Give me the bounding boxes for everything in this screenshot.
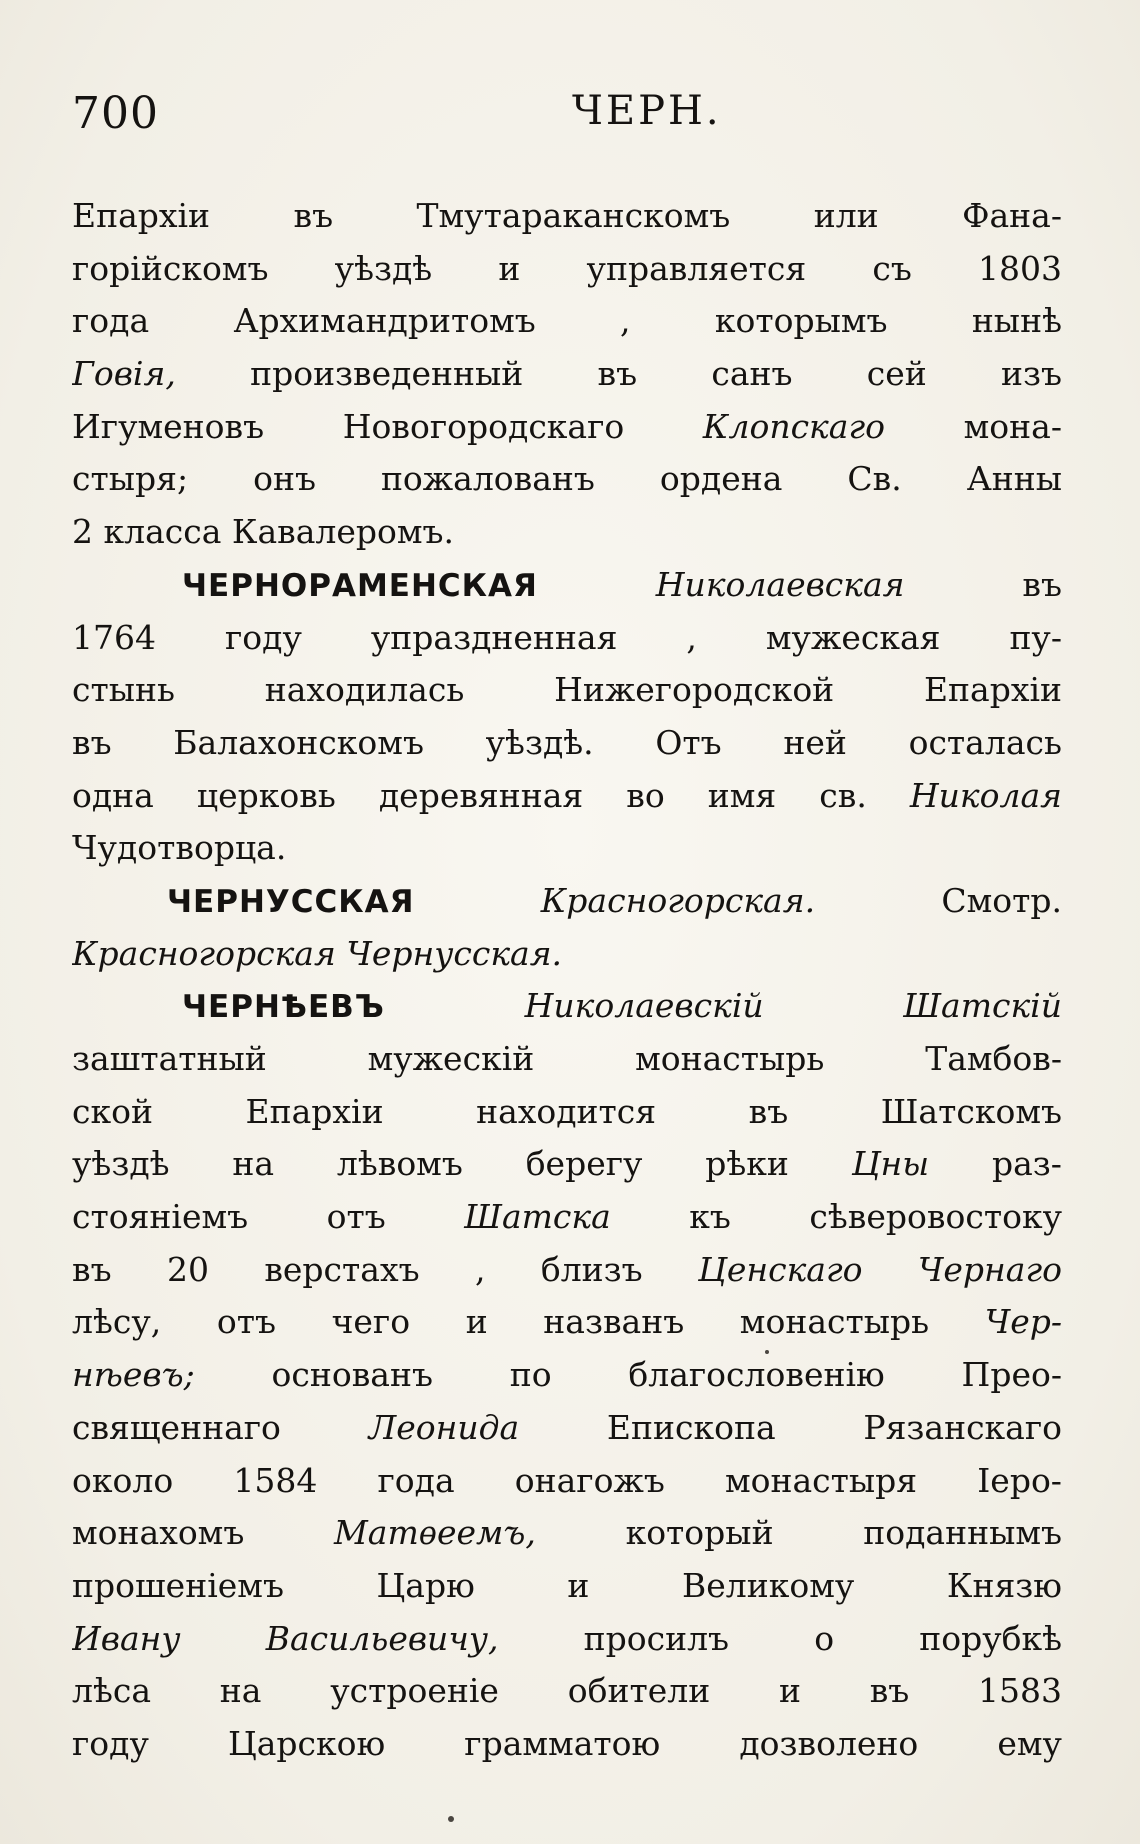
word: , [620,301,631,341]
entry-heading-line [72,875,1062,928]
page-number: 700 [72,88,159,139]
word: стыря; [72,459,189,499]
text-line [72,1033,1062,1086]
text-line [72,664,1062,717]
word: стынь [72,670,175,710]
italic-name: Шатска [464,1197,611,1237]
word: который [625,1513,774,1553]
text-line [72,612,1062,665]
word: Тмутараканскомъ [416,196,731,235]
word: въ [1022,564,1062,604]
text-line [72,1296,1062,1349]
word: и [778,1671,801,1711]
word: монастыря [724,1460,918,1500]
word: во [626,775,665,815]
word: отъ [326,1197,386,1237]
running-head: ЧЕРН. [572,88,722,134]
word: въ [293,196,334,235]
word: Епархіи [923,670,1062,710]
italic-name: Цны [851,1144,930,1184]
text-line [72,1718,1062,1771]
text-line [72,770,1062,823]
word: горійскомъ [72,248,269,288]
italic-name: Чернусская. [346,933,563,973]
text-line [72,243,1062,296]
word: заштатный [72,1039,267,1078]
word: онагожъ [514,1460,665,1500]
entry-heading-line [72,980,1062,1033]
word: находилась [264,670,465,710]
word: просилъ [583,1618,730,1658]
word: лѣсу, [72,1302,162,1342]
italic-name: Красногорская [72,933,336,973]
word: Новогородскаго [342,406,625,446]
word: священнаго [72,1407,281,1447]
text-line [72,1191,1062,1244]
word: пу- [1009,617,1062,657]
text-line [72,1665,1062,1718]
word: осталась [908,722,1062,762]
text-line [72,348,1062,401]
word: Царю [376,1565,475,1605]
text-line [72,1560,1062,1613]
body-text [72,190,1062,1771]
word: Епархіи [72,196,211,235]
text-line [72,717,1062,770]
word: находится [476,1091,657,1131]
word: 1764 [72,617,156,657]
text-line [72,1455,1062,1508]
word: Св. [847,459,902,499]
word: къ [689,1197,731,1237]
word: благословенію [628,1355,885,1395]
entry-heading: ЧЕРНОРАМЕНСКАЯ [182,567,538,604]
word: лѣвомъ [336,1144,463,1184]
word: Рязанскаго [863,1407,1062,1447]
word: 1584 [233,1460,318,1500]
text-line [72,1086,1062,1139]
word: или [813,196,879,235]
word: , [686,617,697,657]
italic-name: Ценскаго [698,1249,863,1289]
word: Великому [682,1565,855,1605]
word: санъ [711,354,793,394]
word: ордена [659,459,783,499]
word: на [219,1671,262,1711]
word: Князю [946,1565,1062,1605]
word: управляется [586,248,807,288]
word: въ [72,722,112,762]
word: берегу [525,1144,643,1184]
word: мона- [963,406,1062,446]
word: лѣса [72,1671,152,1711]
word: одна [72,775,154,815]
word: Игуменовъ [72,406,265,446]
word: 20 [166,1249,209,1289]
text-line [72,822,1062,875]
word: году [72,1723,149,1763]
word: Архимандритомъ [233,301,536,341]
word: порубкѣ [919,1618,1062,1658]
word: Іеро- [977,1460,1062,1500]
entry-heading: ЧЕРНѢЕВЪ [182,989,385,1026]
word: рѣки [705,1144,789,1184]
word: мужеская [765,617,941,657]
word: Епископа [606,1407,776,1447]
word: Царскою [227,1723,386,1763]
word: монастырь [635,1039,825,1078]
word: въ [597,354,638,394]
word: деревянная [378,775,584,815]
word: Отъ [655,722,722,762]
word: основанъ [271,1355,433,1395]
word: года [72,301,150,341]
word: монастырь [739,1302,930,1342]
text-line [72,190,1062,243]
word: Анны [966,459,1062,499]
ink-speck [765,1350,769,1354]
word: Нижегородской [554,670,835,710]
word: по [509,1355,552,1395]
text-line [72,1244,1062,1297]
ink-speck [448,1816,454,1822]
word: сѣверовостоку [809,1197,1062,1237]
word: Кавалеромъ. [231,512,455,552]
italic-name: Чернаго [917,1249,1062,1289]
word: ской [72,1091,153,1131]
word: уѣздѣ [72,1144,170,1184]
word: Балахонскомъ [173,722,424,762]
italic-name: Николаевскій [524,986,764,1026]
page-header [72,88,1062,148]
word: дозволено [739,1723,919,1763]
word: церковь [196,775,336,815]
word: ней [783,722,847,762]
word: , [474,1249,486,1289]
word: мужескій [367,1039,535,1078]
italic-name: Чер- [984,1302,1062,1342]
word: отъ [216,1302,276,1342]
word: которымъ [714,301,888,341]
word: о [814,1618,835,1658]
italic-name: нѣевъ; [72,1355,195,1395]
word: Смотр. [941,880,1062,920]
word: и [498,248,521,288]
text-line [72,453,1062,506]
word: грамматою [464,1723,661,1763]
word: Чудотворца. [72,828,287,868]
word: въ [869,1671,910,1711]
text-line [72,1138,1062,1191]
word: 1803 [978,248,1062,288]
word: класса [103,512,222,552]
italic-name: Красногорская. [540,880,816,920]
word: ему [997,1723,1062,1763]
word: названъ [543,1302,685,1342]
entry-heading-line [72,559,1062,612]
italic-name: Николаевская [655,564,905,604]
word: верстахъ [264,1249,420,1289]
word: съ [872,248,912,288]
text-line [72,928,1062,981]
italic-name: Ивану [72,1618,181,1658]
word: и [465,1302,488,1342]
word: пожалованъ [380,459,595,499]
word: упраздненная [370,617,618,657]
word: стояніемъ [72,1197,249,1237]
word: и [567,1565,590,1605]
word: Фана- [962,196,1062,235]
word: онъ [253,459,316,499]
word: устроеніе [330,1671,499,1711]
word: прошеніемъ [72,1565,284,1605]
italic-name: Говія, [72,354,176,394]
word: близъ [540,1249,643,1289]
text-line [72,401,1062,454]
word: изъ [1001,354,1062,394]
italic-name: Васильевичу, [265,1618,499,1658]
word: сей [866,354,927,394]
word: году [224,617,302,657]
word: 2 [72,512,93,552]
word: поданнымъ [863,1513,1062,1553]
word: св. [819,775,867,815]
word: около [72,1460,174,1500]
italic-name: Шатскій [903,986,1062,1026]
italic-name: Леонида [368,1407,520,1447]
italic-name: Матѳеемъ, [334,1513,536,1553]
italic-name: Клопскаго [702,406,885,446]
word: 1583 [978,1671,1062,1711]
text-line [72,295,1062,348]
text-line [72,1507,1062,1560]
word: въ [72,1249,112,1289]
word: уѣздѣ. [485,722,594,762]
word: Шатскомъ [880,1091,1062,1131]
word: года [377,1460,455,1500]
word: произведенный [250,354,524,394]
text-line [72,1613,1062,1666]
word: Тамбов- [925,1039,1062,1078]
word: раз- [992,1144,1062,1184]
word: монахомъ [72,1513,245,1553]
text-line [72,506,1062,559]
entry-heading: ЧЕРНУССКАЯ [167,883,415,920]
word: имя [707,775,777,815]
italic-name: Николая [909,775,1062,815]
text-line [72,1402,1062,1455]
word: Епархіи [245,1091,384,1131]
word: въ [748,1091,789,1131]
word: уѣздѣ [334,248,433,288]
word: на [232,1144,275,1184]
word: нынѣ [971,301,1062,341]
word: обители [567,1671,711,1711]
word: Прео- [961,1355,1062,1395]
text-line [72,1349,1062,1402]
word: чего [331,1302,411,1342]
